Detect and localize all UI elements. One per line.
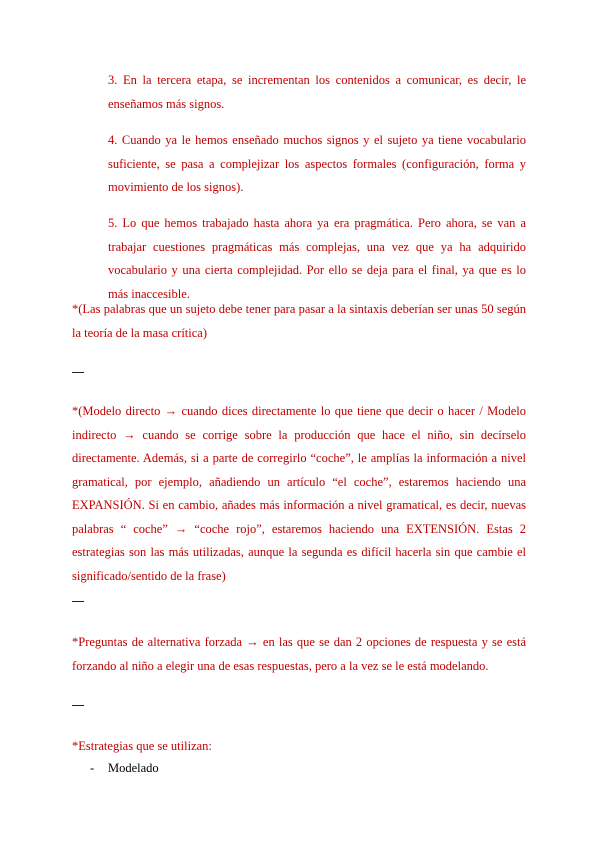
strategies-heading: *Estrategias que se utilizan:	[72, 739, 212, 753]
note-direct-indirect-model: *(Modelo directo → cuando dices directamente lo que tiene que decir o hacer / Modelo indirecto → cuando se corrige sobre la producción que hace el niño, sin decírselo directamente. Además, si a parte de corregirlo “coche”, le amplías la información a nivel gramatical, por ejemplo, añadiendo un artículo “el coche”, estaremos haciendo una EXPANSIÓN. Si en cambio, añades más información a nivel gramatical, es decir, nuevas palabras “ coche” → “coche rojo”, estaremos haciendo una EXTENSIÓN. Estas 2 estrategias son las más utilizadas, aunque la segunda es difícil hacerla sin que cambie el significado/sentido de la frase)	[72, 404, 526, 583]
bullet-marker: -	[90, 761, 95, 775]
separator-line	[72, 705, 84, 706]
numbered-item-5: 5. Lo que hemos trabajado hasta ahora ya era pragmática. Pero ahora, se van a trabajar cuestiones pragmáticas más complejas, una vez que ya ha adquirido vocabulario y una cierta complejidad. Por ello se deja para el final, ya que es lo más inaccesible.	[108, 216, 526, 301]
bullet-item-modelado: Modelado	[108, 761, 159, 775]
numbered-item-4: 4. Cuando ya le hemos enseñado muchos signos y el sujeto ya tiene vocabulario suficiente, se pasa a complejizar los aspectos formales (configuración, forma y movimiento de los signos).	[108, 133, 526, 194]
numbered-item-3: 3. En la tercera etapa, se incrementan los contenidos a comunicar, es decir, le enseñamos más signos.	[108, 73, 526, 111]
separator-line	[72, 372, 84, 373]
note-critical-mass: *(Las palabras que un sujeto debe tener para pasar a la sintaxis deberían ser unas 50 según la teoría de la masa crítica)	[72, 302, 526, 340]
note-forced-alternative: *Preguntas de alternativa forzada → en las que se dan 2 opciones de respuesta y se está forzando al niño a elegir una de esas respuestas, pero a la vez se le está modelando.	[72, 635, 526, 673]
separator-line	[72, 601, 84, 602]
